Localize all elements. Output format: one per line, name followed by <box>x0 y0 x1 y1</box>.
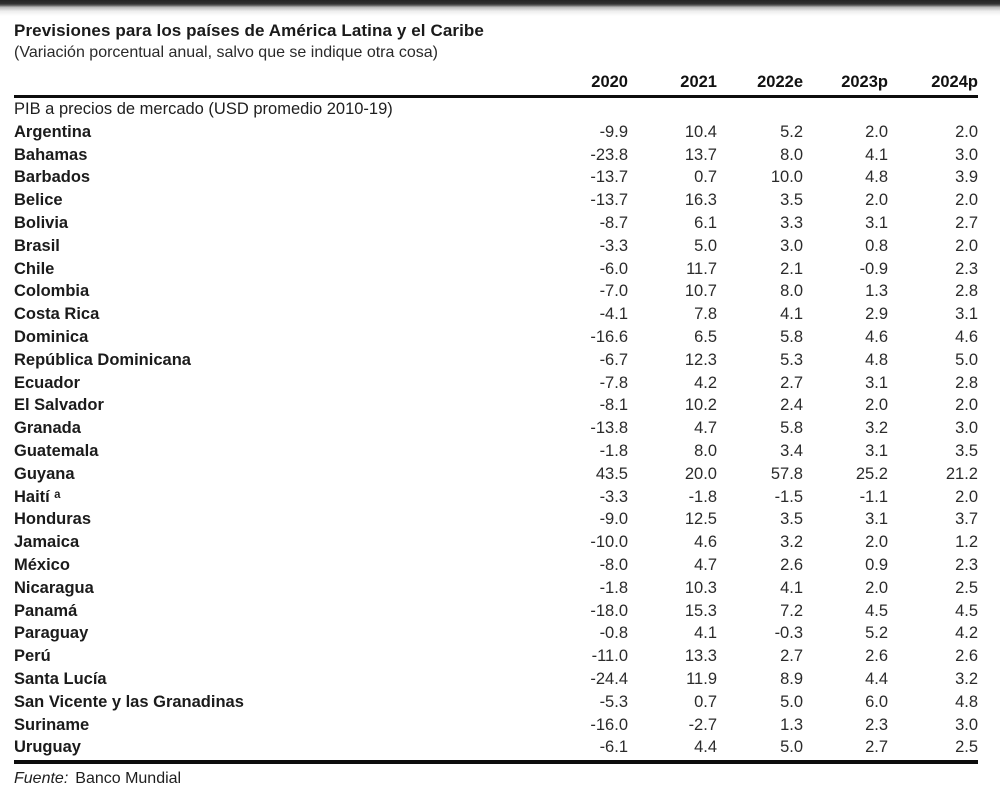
value-2021: 10.3 <box>684 578 717 597</box>
value-2024p: 5.0 <box>955 350 978 369</box>
value-2023p: 3.1 <box>865 214 888 233</box>
value-2021: 4.2 <box>694 373 717 392</box>
value-2022e: 1.3 <box>780 715 803 734</box>
value-2023p: 2.6 <box>865 647 888 666</box>
column-header-2020: 2020 <box>591 73 628 91</box>
country-name: El Salvador <box>14 396 104 415</box>
country-name: Guatemala <box>14 442 99 461</box>
value-2022e: 8.9 <box>780 670 803 689</box>
table-row <box>14 714 978 737</box>
column-header-2021: 2021 <box>680 73 717 91</box>
country-name: Argentina <box>14 122 92 141</box>
value-2020: -13.7 <box>590 191 628 210</box>
value-2023p: 5.2 <box>865 624 888 643</box>
value-2020: 43.5 <box>595 464 628 483</box>
column-header-2022e: 2022e <box>757 73 803 91</box>
value-2024p: 4.5 <box>955 601 978 620</box>
value-2024p: 2.8 <box>955 282 978 301</box>
value-2020: -3.3 <box>599 236 628 255</box>
value-2023p: 4.1 <box>865 145 888 164</box>
value-2021: 6.1 <box>694 214 717 233</box>
value-2020: -6.7 <box>599 350 628 369</box>
value-2020: -8.1 <box>599 396 628 415</box>
value-2022e: 5.0 <box>780 738 803 757</box>
value-2021: -1.8 <box>688 487 717 506</box>
value-2024p: 2.3 <box>955 556 978 575</box>
value-2023p: 3.2 <box>865 419 888 438</box>
table-row <box>14 372 978 395</box>
value-2022e: -0.3 <box>774 624 803 643</box>
value-2022e: 5.8 <box>780 328 803 347</box>
column-header-2023p: 2023p <box>841 73 888 91</box>
value-2021: 20.0 <box>684 464 717 483</box>
value-2021: 7.8 <box>694 305 717 324</box>
value-2021: 4.6 <box>694 533 717 552</box>
value-2024p: 4.6 <box>955 328 978 347</box>
country-name: Bahamas <box>14 145 88 164</box>
table-body <box>14 121 978 759</box>
table-row <box>14 531 978 554</box>
value-2022e: 57.8 <box>770 464 803 483</box>
value-2022e: -1.5 <box>774 487 803 506</box>
value-2022e: 3.5 <box>780 191 803 210</box>
value-2024p: 3.0 <box>955 419 978 438</box>
table-row <box>14 623 978 646</box>
country-name: Suriname <box>14 715 90 734</box>
value-2020: -0.8 <box>599 624 628 643</box>
table-header-row <box>14 72 978 93</box>
table-row <box>14 600 978 623</box>
table-row <box>14 440 978 463</box>
table-row <box>14 121 978 144</box>
country-name: Santa Lucía <box>14 670 107 689</box>
value-2023p: 0.8 <box>865 236 888 255</box>
country-name: Panamá <box>14 601 78 620</box>
country-name: Honduras <box>14 510 92 529</box>
value-2021: 11.7 <box>686 259 717 278</box>
value-2021: -2.7 <box>688 715 717 734</box>
value-2021: 4.7 <box>694 556 717 575</box>
value-2024p: 3.5 <box>955 442 978 461</box>
table-row <box>14 554 978 577</box>
value-2020: -13.8 <box>590 419 628 438</box>
value-2022e: 3.3 <box>780 214 803 233</box>
value-2022e: 8.0 <box>780 145 803 164</box>
value-2020: -9.9 <box>599 122 628 141</box>
table-row <box>14 235 978 258</box>
table-content <box>0 20 1000 789</box>
value-2024p: 3.0 <box>955 715 978 734</box>
value-2022e: 3.2 <box>780 533 803 552</box>
country-name: Uruguay <box>14 738 81 757</box>
value-2020: -8.0 <box>599 556 628 575</box>
country-name: Paraguay <box>14 624 89 643</box>
value-2020: -4.1 <box>599 305 628 324</box>
value-2024p: 2.0 <box>955 122 978 141</box>
column-header-2024p: 2024p <box>931 73 978 91</box>
table-row <box>14 486 978 509</box>
table-row <box>14 395 978 418</box>
country-name: Dominica <box>14 328 89 347</box>
value-2023p: 2.0 <box>865 533 888 552</box>
value-2023p: 2.0 <box>865 122 888 141</box>
value-2022e: 3.4 <box>780 442 803 461</box>
value-2024p: 2.0 <box>955 191 978 210</box>
table-row <box>14 167 978 190</box>
value-2020: -10.0 <box>590 533 628 552</box>
value-2020: -6.0 <box>599 259 628 278</box>
value-2023p: 4.5 <box>865 601 888 620</box>
country-name: Costa Rica <box>14 305 100 324</box>
value-2022e: 7.2 <box>780 601 803 620</box>
value-2023p: 4.4 <box>865 670 888 689</box>
value-2021: 8.0 <box>694 442 717 461</box>
value-2023p: 2.9 <box>865 305 888 324</box>
value-2023p: 4.8 <box>865 350 888 369</box>
value-2020: -1.8 <box>599 578 628 597</box>
value-2022e: 2.7 <box>780 373 803 392</box>
country-name: Bolivia <box>14 214 69 233</box>
country-name: Belice <box>14 191 63 210</box>
bottom-rule <box>14 760 978 764</box>
value-2020: -18.0 <box>590 601 628 620</box>
source-label: Fuente: <box>14 770 69 788</box>
country-name: Nicaragua <box>14 578 94 597</box>
source-text: Banco Mundial <box>75 770 182 788</box>
value-2023p: 2.7 <box>865 738 888 757</box>
country-name: Chile <box>14 259 55 278</box>
value-2020: -7.0 <box>599 282 628 301</box>
value-2024p: 2.0 <box>955 487 978 506</box>
country-name: México <box>14 556 70 575</box>
value-2022e: 5.0 <box>780 692 803 711</box>
value-2021: 10.2 <box>684 396 717 415</box>
value-2020: -13.7 <box>590 168 628 187</box>
value-2020: -7.8 <box>599 373 628 392</box>
table-row <box>14 326 978 349</box>
value-2021: 12.3 <box>684 350 717 369</box>
value-2024p: 2.6 <box>955 647 978 666</box>
value-2024p: 3.2 <box>955 670 978 689</box>
value-2021: 15.3 <box>684 601 717 620</box>
country-name: Haití ᵃ <box>14 487 61 506</box>
country-name: Guyana <box>14 464 75 483</box>
value-2024p: 3.9 <box>955 168 978 187</box>
value-2023p: 1.3 <box>865 282 888 301</box>
table-row <box>14 258 978 281</box>
value-2021: 13.3 <box>684 647 717 666</box>
table-row <box>14 212 978 235</box>
value-2023p: 4.8 <box>865 168 888 187</box>
country-name: San Vicente y las Granadinas <box>14 692 244 711</box>
value-2022e: 2.4 <box>780 396 803 415</box>
value-2022e: 5.2 <box>780 122 803 141</box>
value-2022e: 2.6 <box>780 556 803 575</box>
value-2020: -16.0 <box>590 715 628 734</box>
page-title: Previsiones para los países de América Latina y el Caribe <box>14 21 484 40</box>
table-row <box>14 463 978 486</box>
value-2023p: 2.3 <box>865 715 888 734</box>
value-2022e: 4.1 <box>780 305 803 324</box>
value-2024p: 1.2 <box>955 533 978 552</box>
value-2022e: 4.1 <box>780 578 803 597</box>
table-row <box>14 668 978 691</box>
value-2022e: 2.7 <box>780 647 803 666</box>
value-2020: -6.1 <box>599 738 628 757</box>
value-2023p: -0.9 <box>859 259 888 278</box>
value-2020: -3.3 <box>599 487 628 506</box>
country-name: Brasil <box>14 236 60 255</box>
value-2023p: 2.0 <box>865 191 888 210</box>
table-row <box>14 303 978 326</box>
table-row <box>14 509 978 532</box>
value-2021: 10.7 <box>684 282 717 301</box>
table-row <box>14 577 978 600</box>
value-2024p: 2.0 <box>955 396 978 415</box>
value-2024p: 3.1 <box>955 305 978 324</box>
value-2020: -9.0 <box>599 510 628 529</box>
value-2021: 10.4 <box>684 122 717 141</box>
value-2024p: 4.2 <box>955 624 978 643</box>
table-row <box>14 349 978 372</box>
country-name: Ecuador <box>14 373 81 392</box>
value-2020: -5.3 <box>599 692 628 711</box>
value-2021: 4.7 <box>694 419 717 438</box>
value-2020: -11.0 <box>591 647 628 666</box>
value-2024p: 2.7 <box>955 214 978 233</box>
table-row <box>14 144 978 167</box>
country-name: Granada <box>14 419 81 438</box>
value-2021: 6.5 <box>694 328 717 347</box>
value-2023p: 6.0 <box>865 692 888 711</box>
scan-edge-bar <box>0 0 1000 16</box>
country-name: Jamaica <box>14 533 80 552</box>
value-2021: 5.0 <box>694 236 717 255</box>
page-subtitle: (Variación porcentual anual, salvo que se indique otra cosa) <box>14 44 438 61</box>
value-2024p: 21.2 <box>945 464 978 483</box>
value-2024p: 2.8 <box>955 373 978 392</box>
table-row <box>14 189 978 212</box>
value-2021: 11.9 <box>686 670 717 689</box>
value-2021: 4.4 <box>694 738 717 757</box>
value-2023p: 2.0 <box>865 578 888 597</box>
value-2021: 0.7 <box>694 168 717 187</box>
value-2024p: 2.0 <box>955 236 978 255</box>
value-2020: -8.7 <box>599 214 628 233</box>
value-2022e: 5.3 <box>780 350 803 369</box>
value-2022e: 3.0 <box>780 236 803 255</box>
value-2021: 12.5 <box>684 510 717 529</box>
value-2020: -1.8 <box>599 442 628 461</box>
value-2021: 16.3 <box>684 191 717 210</box>
table-row <box>14 417 978 440</box>
section-label: PIB a precios de mercado (USD promedio 2010-19) <box>14 100 393 118</box>
country-name: Barbados <box>14 168 91 187</box>
value-2022e: 2.1 <box>780 259 803 278</box>
table-row <box>14 737 978 760</box>
value-2023p: 4.6 <box>865 328 888 347</box>
value-2022e: 8.0 <box>780 282 803 301</box>
value-2024p: 2.5 <box>955 578 978 597</box>
value-2021: 0.7 <box>694 692 717 711</box>
value-2023p: 3.1 <box>865 510 888 529</box>
value-2023p: 2.0 <box>865 396 888 415</box>
country-name: Colombia <box>14 282 90 301</box>
value-2020: -16.6 <box>590 328 628 347</box>
value-2021: 4.1 <box>694 624 717 643</box>
table-row <box>14 645 978 668</box>
value-2023p: 3.1 <box>865 373 888 392</box>
value-2024p: 4.8 <box>955 692 978 711</box>
value-2020: -23.8 <box>590 145 628 164</box>
value-2024p: 2.3 <box>955 259 978 278</box>
value-2020: -24.4 <box>590 670 628 689</box>
value-2024p: 3.7 <box>955 510 978 529</box>
value-2023p: 0.9 <box>865 556 888 575</box>
value-2024p: 3.0 <box>955 145 978 164</box>
value-2021: 13.7 <box>684 145 717 164</box>
value-2023p: 25.2 <box>855 464 888 483</box>
value-2022e: 5.8 <box>780 419 803 438</box>
value-2024p: 2.5 <box>955 738 978 757</box>
value-2023p: -1.1 <box>859 487 888 506</box>
country-name: República Dominicana <box>14 350 191 369</box>
table-row <box>14 281 978 304</box>
country-name: Perú <box>14 647 51 666</box>
table-row <box>14 691 978 714</box>
value-2022e: 3.5 <box>780 510 803 529</box>
value-2023p: 3.1 <box>865 442 888 461</box>
value-2022e: 10.0 <box>770 168 803 187</box>
